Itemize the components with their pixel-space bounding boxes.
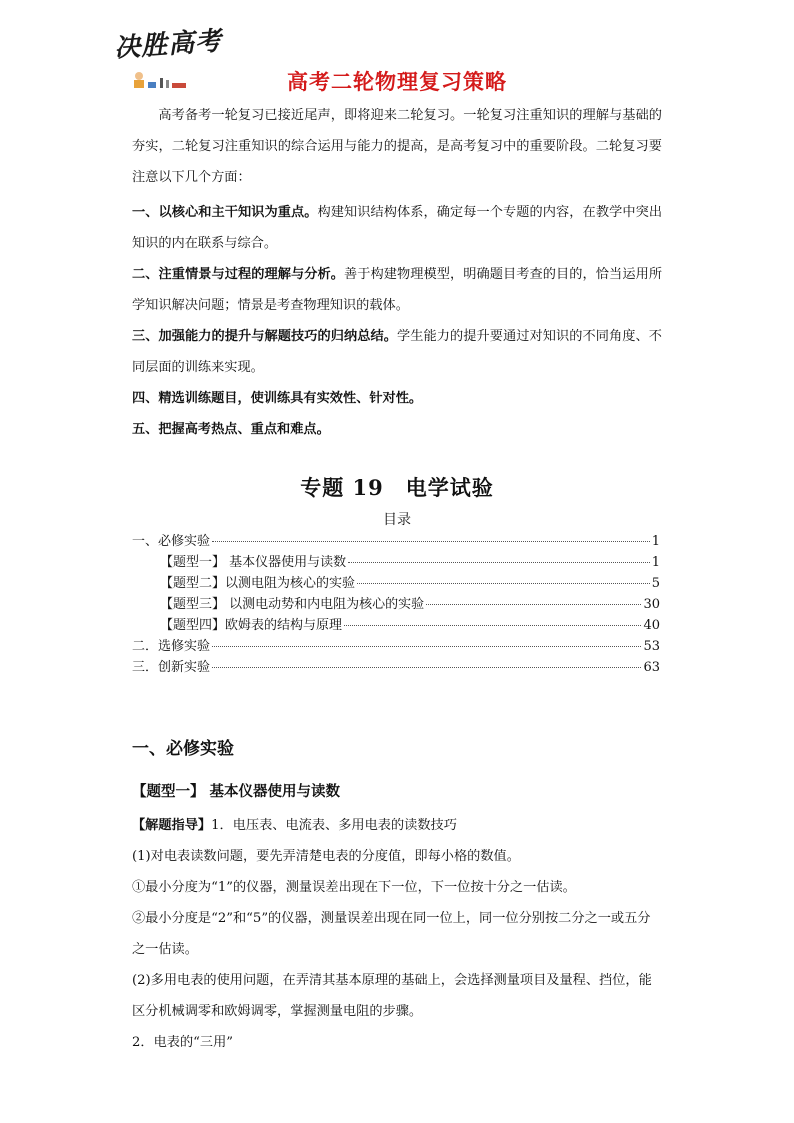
point-bold: 四、精选训练题目，使训练具有实效性、针对性。 — [132, 391, 423, 406]
point-bold: 二、注重情景与过程的理解与分析。 — [132, 267, 345, 282]
toc-item-page: 5 — [651, 576, 660, 591]
strategy-title: 高考二轮物理复习策略 — [287, 70, 507, 94]
toc-leader — [212, 646, 641, 647]
topic-title: 专题 19 电学试验 — [300, 475, 494, 500]
body-line-4: (2)多用电表的使用问题，在弄清其基本原理的基础上，会选择测量项目及量程、挡位，能区分机械调零和欧姆调零，掌握测量电阻的步骤。 — [132, 973, 652, 1019]
point-text: 善于构建物理模型，明确题目考查的目的，恰当运用所学知识解决问题；情景是考查物理知识的载体。 — [132, 267, 663, 313]
toc-item-page: 1 — [651, 555, 660, 570]
toc-item-label: 一、必修实验 — [132, 534, 211, 549]
strategy-point-4 — [132, 383, 662, 414]
toc-item[interactable] — [160, 593, 660, 613]
toc-item-label: 【题型三】 以测电动势和内电阻为核心的实验 — [160, 597, 425, 612]
toc-item[interactable] — [160, 614, 660, 634]
toc-item-label: 二．选修实验 — [132, 639, 211, 654]
toc-item[interactable] — [160, 572, 660, 592]
guide-line — [132, 810, 662, 841]
toc-leader — [212, 541, 650, 542]
toc-item-page: 30 — [643, 597, 660, 612]
point-bold: 五、把握高考热点、重点和难点。 — [132, 422, 330, 437]
point-text: 学生能力的提升要通过对知识的不同角度、不同层面的训练来实现。 — [132, 329, 662, 375]
strategy-point-1 — [132, 197, 662, 259]
toc-leader — [348, 562, 650, 563]
section-subheading: 【题型一】 基本仪器使用与读数 — [132, 783, 341, 800]
body-line-2: ①最小分度为“1”的仪器，测量误差出现在下一位，下一位按十分之一估读。 — [132, 880, 576, 895]
toc-item-label: 【题型四】欧姆表的结构与原理 — [160, 618, 343, 633]
section-heading: 一、必修实验 — [132, 739, 234, 759]
body-line-3: ②最小分度是“2”和“5”的仪器，测量误差出现在同一位上，同一位分别按二分之一或五分之一估读。 — [132, 911, 651, 957]
toc-item-page: 1 — [651, 534, 660, 549]
toc-item-label: 【题型一】 基本仪器使用与读数 — [160, 555, 347, 570]
guide-label: 【解题指导】 — [132, 818, 212, 833]
toc-leader — [344, 625, 641, 626]
point-bold: 三、加强能力的提升与解题技巧的归纳总结。 — [132, 329, 398, 344]
toc-item-page: 63 — [643, 660, 660, 675]
toc-item[interactable] — [132, 635, 660, 655]
strategy-intro: 高考备考一轮复习已接近尾声，即将迎来二轮复习。一轮复习注重知识的理解与基础的夯实，二轮复习注重知识的综合运用与能力的提高，是高考复习中的重要阶段。二轮复习要注意以下几个方面： — [132, 108, 662, 185]
toc-leader — [357, 583, 650, 584]
point-text: 构建知识结构体系，确定每一个专题的内容，在教学中突出知识的内在联系与综合。 — [132, 205, 663, 251]
toc-item-page: 53 — [643, 639, 660, 654]
guide-text: 1．电压表、电流表、多用电表的读数技巧 — [211, 818, 457, 833]
toc-item-page: 40 — [643, 618, 660, 633]
logo-text: 决胜高考 — [113, 26, 224, 64]
toc-leader — [212, 667, 641, 668]
toc-heading: 目录 — [383, 512, 411, 528]
body-line-1: (1)对电表读数问题，要先弄清楚电表的分度值，即每小格的数值。 — [132, 849, 520, 864]
strategy-point-2 — [132, 259, 662, 321]
toc-item-label: 三．创新实验 — [132, 660, 211, 675]
point-bold: 一、以核心和主干知识为重点。 — [132, 205, 318, 220]
body-line-5: 2．电表的“三用” — [132, 1035, 233, 1050]
toc-item-label: 【题型二】以测电阻为核心的实验 — [160, 576, 356, 591]
strategy-point-3 — [132, 321, 662, 383]
toc-item[interactable] — [132, 530, 660, 550]
toc-item[interactable] — [160, 551, 660, 571]
toc-leader — [426, 604, 641, 605]
toc-item[interactable] — [132, 656, 660, 676]
strategy-point-5 — [132, 414, 662, 445]
